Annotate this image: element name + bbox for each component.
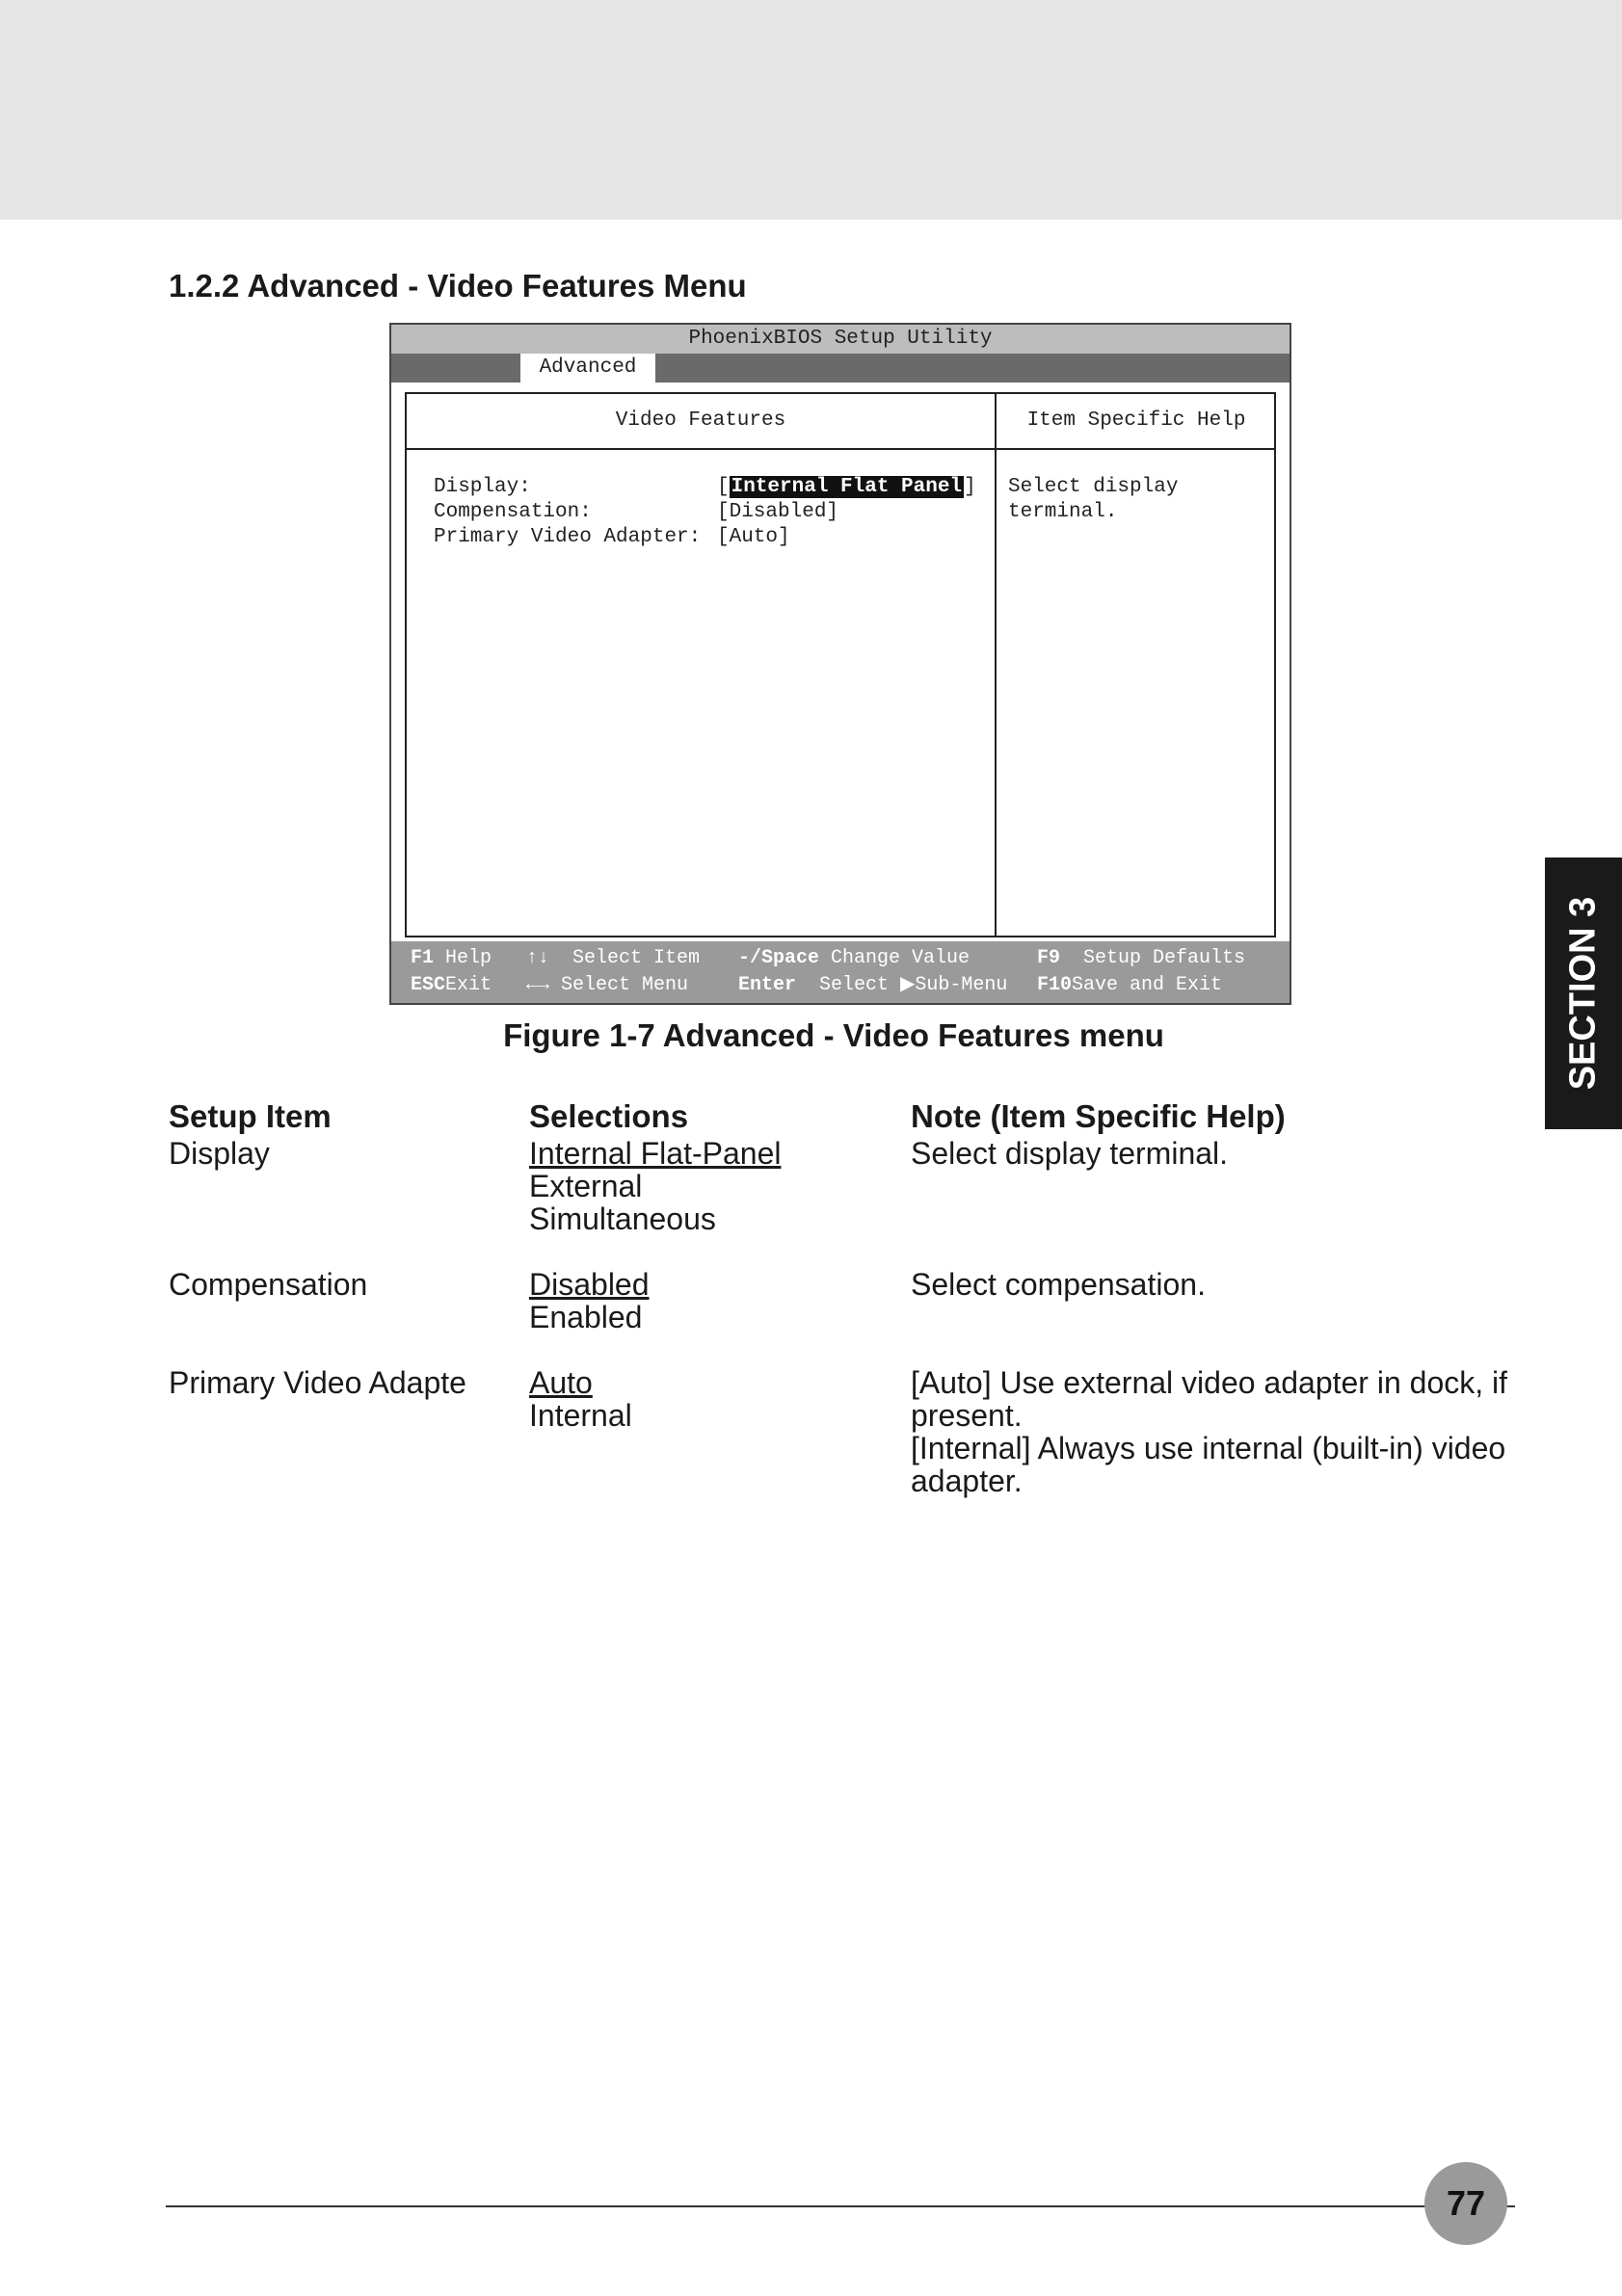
page-number: 77 <box>1446 2183 1486 2223</box>
key-space: -/Space Change Value <box>738 947 971 969</box>
row-compensation-item: Compensation <box>169 1267 368 1302</box>
key-f1: F1 Help <box>411 947 492 969</box>
row-display-sel-1: Internal Flat-Panel <box>529 1136 782 1171</box>
row-compensation-sel-1: Disabled <box>529 1267 650 1302</box>
header-selections: Selections <box>529 1098 689 1134</box>
row-video-adapter-note: [Auto] Use external video adapter in dock, if present. <box>911 1365 1508 1433</box>
key-leftright: ←→ Select Menu <box>526 974 689 996</box>
row-display-item: Display <box>169 1136 270 1171</box>
panel-title: Video Features <box>615 409 786 432</box>
page-number-badge <box>1424 2162 1507 2245</box>
row-display-sel-2: External <box>529 1169 643 1203</box>
selected-value[interactable]: Internal Flat Panel <box>731 476 963 498</box>
section-tab: SECTION 3 <box>1545 858 1622 1129</box>
help-line-1: Select display <box>1008 476 1179 498</box>
panel-divider-horizontal <box>407 448 1274 450</box>
key-f9: F9 Setup Defaults <box>1037 947 1246 969</box>
panel-divider-vertical <box>995 394 997 936</box>
header-note: Note (Item Specific Help) <box>911 1098 1286 1134</box>
bios-item-display-label: Display: <box>434 476 531 498</box>
key-enter: Enter Select ▶Sub-Menu <box>738 974 1008 996</box>
row-compensation-sel-2: Enabled <box>529 1300 643 1334</box>
row-compensation-note: Select compensation. <box>911 1267 1206 1302</box>
top-band <box>0 0 1622 220</box>
bios-item-compensation-value[interactable]: [Disabled] <box>717 501 839 523</box>
bios-footer <box>391 941 1290 1003</box>
row-display-note: Select display terminal. <box>911 1136 1229 1171</box>
row-display-sel-3: Simultaneous <box>529 1201 716 1236</box>
header-setup-item: Setup Item <box>169 1098 332 1134</box>
bios-menubar <box>391 354 1290 383</box>
page-heading: 1.2.2 Advanced - Video Features Menu <box>169 268 747 303</box>
footer-rule <box>166 2205 1515 2207</box>
bios-item-primary-video-label: Primary Video Adapter: <box>434 526 702 548</box>
figure-caption: Figure 1-7 Advanced - Video Features menu <box>503 1017 1164 1053</box>
key-updown: ↑↓ Select Item <box>526 947 701 969</box>
bios-item-compensation-label: Compensation: <box>434 501 592 523</box>
bios-panel <box>405 392 1276 937</box>
bios-item-display-value[interactable]: [Internal Flat Panel] <box>717 476 976 498</box>
bios-item-primary-video-value[interactable]: [Auto] <box>717 526 790 548</box>
key-f10: F10Save and Exit <box>1037 974 1223 996</box>
help-line-2: terminal. <box>1008 501 1118 523</box>
help-title: Item Specific Help <box>1026 409 1246 432</box>
row-video-adapter-sel-2: Internal <box>529 1398 632 1433</box>
row-video-adapter-item: Primary Video Adapte <box>169 1365 466 1400</box>
bios-screenshot <box>389 323 1291 1005</box>
tab-advanced[interactable]: Advanced <box>520 354 655 383</box>
row-video-adapter-note-2: [Internal] Always use internal (built-in) video adapter. <box>911 1431 1506 1498</box>
bios-title: PhoenixBIOS Setup Utility <box>391 325 1290 354</box>
row-video-adapter-sel-1: Auto <box>529 1365 593 1400</box>
key-esc: ESCExit <box>411 974 492 996</box>
